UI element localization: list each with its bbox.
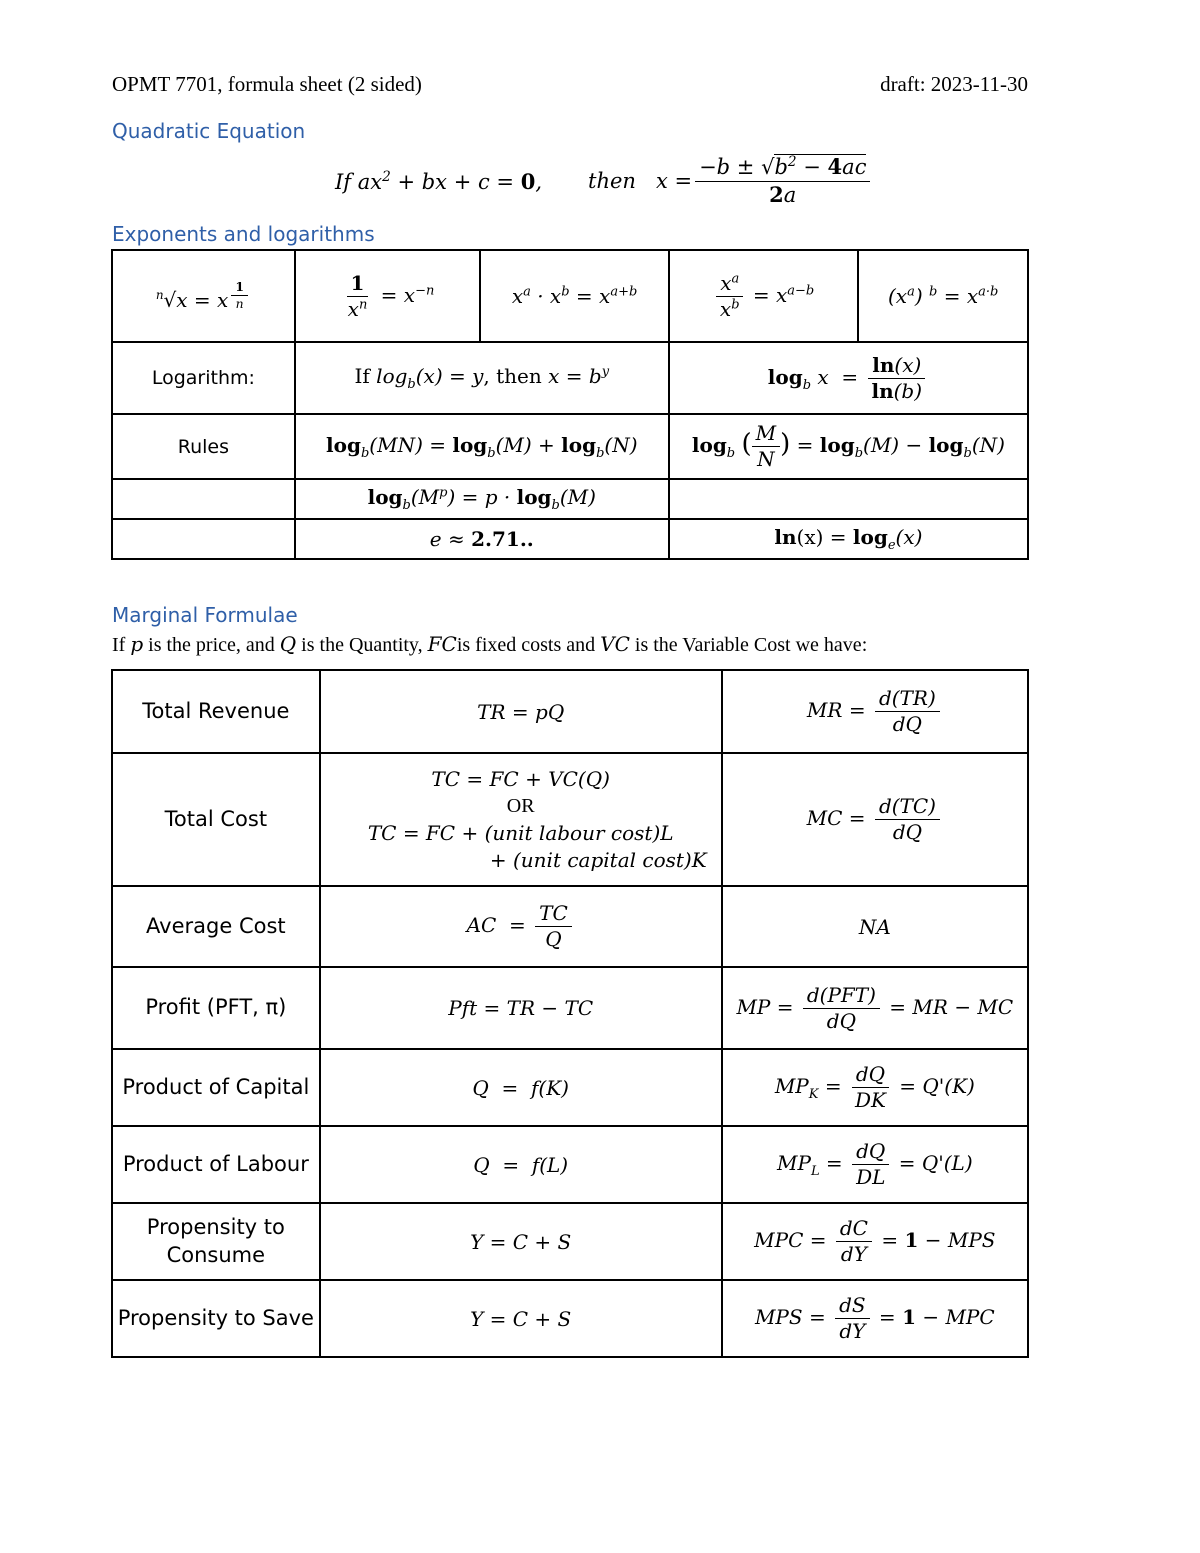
row-label: Total Cost (112, 753, 320, 886)
empty-cell (669, 479, 1028, 519)
mps-formula: MPS = $\frac{dS}{dY}$ = 1 − MPC (722, 1280, 1028, 1357)
quadratic-then: then x = (588, 169, 693, 193)
table-row (112, 1049, 1028, 1126)
empty-cell (112, 519, 295, 559)
quadratic-formula (335, 146, 873, 216)
table-row (112, 1203, 1028, 1280)
total-cost-formula: TC = FC + VC(Q) OR TC = FC + (unit labour cost)L + (unit capital cost)K (320, 753, 722, 886)
row-label: Propensity to Save (112, 1280, 320, 1357)
table-row (112, 1280, 1028, 1357)
log-quotient-cell: $\log_b$ ( $\frac{M}{N}$ ) = $\log_b(M) - \log_b(N)$ (669, 414, 1028, 479)
power-rule-cell: $(x^a) ^b = x^{a\cdot b}$ (858, 250, 1028, 342)
reciprocal-rule-cell: $\frac{1}{x^n}$ = $x^{-n}$ (295, 250, 481, 342)
quadratic-fraction: $\frac{-b \pm √b^2 - 4ac}{2a}$ (695, 155, 870, 206)
rules-label: Rules (112, 414, 295, 479)
table-row (112, 886, 1028, 967)
table-row (112, 967, 1028, 1049)
row-label: Total Revenue (112, 670, 320, 753)
average-cost-formula: AC = $\frac{TC}{Q}$ (320, 886, 722, 967)
row-label: Average Cost (112, 886, 320, 967)
total-revenue-formula: TR = pQ (320, 670, 722, 753)
mpc-formula: MPC = $\frac{dC}{dY}$ = 1 − MPS (722, 1203, 1028, 1280)
draft-date: draft: 2023-11-30 (880, 72, 1028, 96)
document-title: OPMT 7701, formula sheet (2 sided) (112, 72, 422, 96)
marginal-product-capital-formula: $MP_K$ = $\frac{dQ}{DK}$ = Q'(K) (722, 1049, 1028, 1126)
marginal-revenue-formula: MR = $\frac{d(TR)}{dQ}$ (722, 670, 1028, 753)
table-row (112, 753, 1028, 886)
marginal-cost-formula: MC = $\frac{d(TC)}{dQ}$ (722, 753, 1028, 886)
or-word: OR (506, 794, 535, 817)
average-cost-marginal: NA (722, 886, 1028, 967)
save-formula: Y = C + S (320, 1280, 722, 1357)
log-product-cell: $\log_b(MN) = \log_b(M) + \log_b(N)$ (295, 414, 669, 479)
heading-marginal: Marginal Formulae (112, 603, 298, 627)
marginal-intro: If p is the price, and Q is the Quantity, FCis fixed costs and VC is the Variable Cost we have: (112, 632, 868, 656)
exponents-table (111, 249, 1029, 560)
row-label: Profit (PFT, π) (112, 967, 320, 1049)
root-rule-cell: $^n$√x = x $^{\frac{1}{n}}$ (112, 250, 295, 342)
empty-cell (112, 479, 295, 519)
log-power-cell: $\log_b(M^p) = p \cdot \log_b(M)$ (295, 479, 669, 519)
ln-definition-cell: $\ln(x) = \log_e(x)$ (669, 519, 1028, 559)
table-row (112, 1126, 1028, 1203)
heading-quadratic: Quadratic Equation (112, 119, 306, 143)
product-capital-formula: Q = f(K) (320, 1049, 722, 1126)
e-value-cell: e ≈ 2.71.. (295, 519, 669, 559)
quotient-rule-cell: $\frac{x^a}{x^b}$ = $x^{a-b}$ (669, 250, 859, 342)
row-label: Product of Labour (112, 1126, 320, 1203)
product-rule-cell: $x^a \cdot x^b = x^{a+b}$ (480, 250, 669, 342)
logarithm-label: Logarithm: (112, 342, 295, 414)
page-header (112, 72, 1028, 100)
marginal-product-labour-formula: $MP_L$ = $\frac{dQ}{DL}$ = Q'(L) (722, 1126, 1028, 1203)
row-label: Propensity to Consume (112, 1203, 320, 1280)
marginal-table (111, 669, 1029, 1358)
marginal-profit-formula: MP = $\frac{\text{d(PFT)}}{dQ}$ = MR − MC (722, 967, 1028, 1049)
heading-exponents: Exponents and logarithms (112, 222, 375, 246)
row-label: Product of Capital (112, 1049, 320, 1126)
profit-formula: Pft = TR − TC (320, 967, 722, 1049)
log-definition-cell: If $\log_b(x) = y$, then $x = b^y$ (295, 342, 669, 414)
quadratic-condition: If $ax^2$ + bx + c = 0, (335, 168, 542, 194)
table-row (112, 670, 1028, 753)
change-of-base-cell: $\log_b x$ = $\frac{\ln(x)}{\ln(b)}$ (669, 342, 1028, 414)
product-labour-formula: Q = f(L) (320, 1126, 722, 1203)
consume-formula: Y = C + S (320, 1203, 722, 1280)
